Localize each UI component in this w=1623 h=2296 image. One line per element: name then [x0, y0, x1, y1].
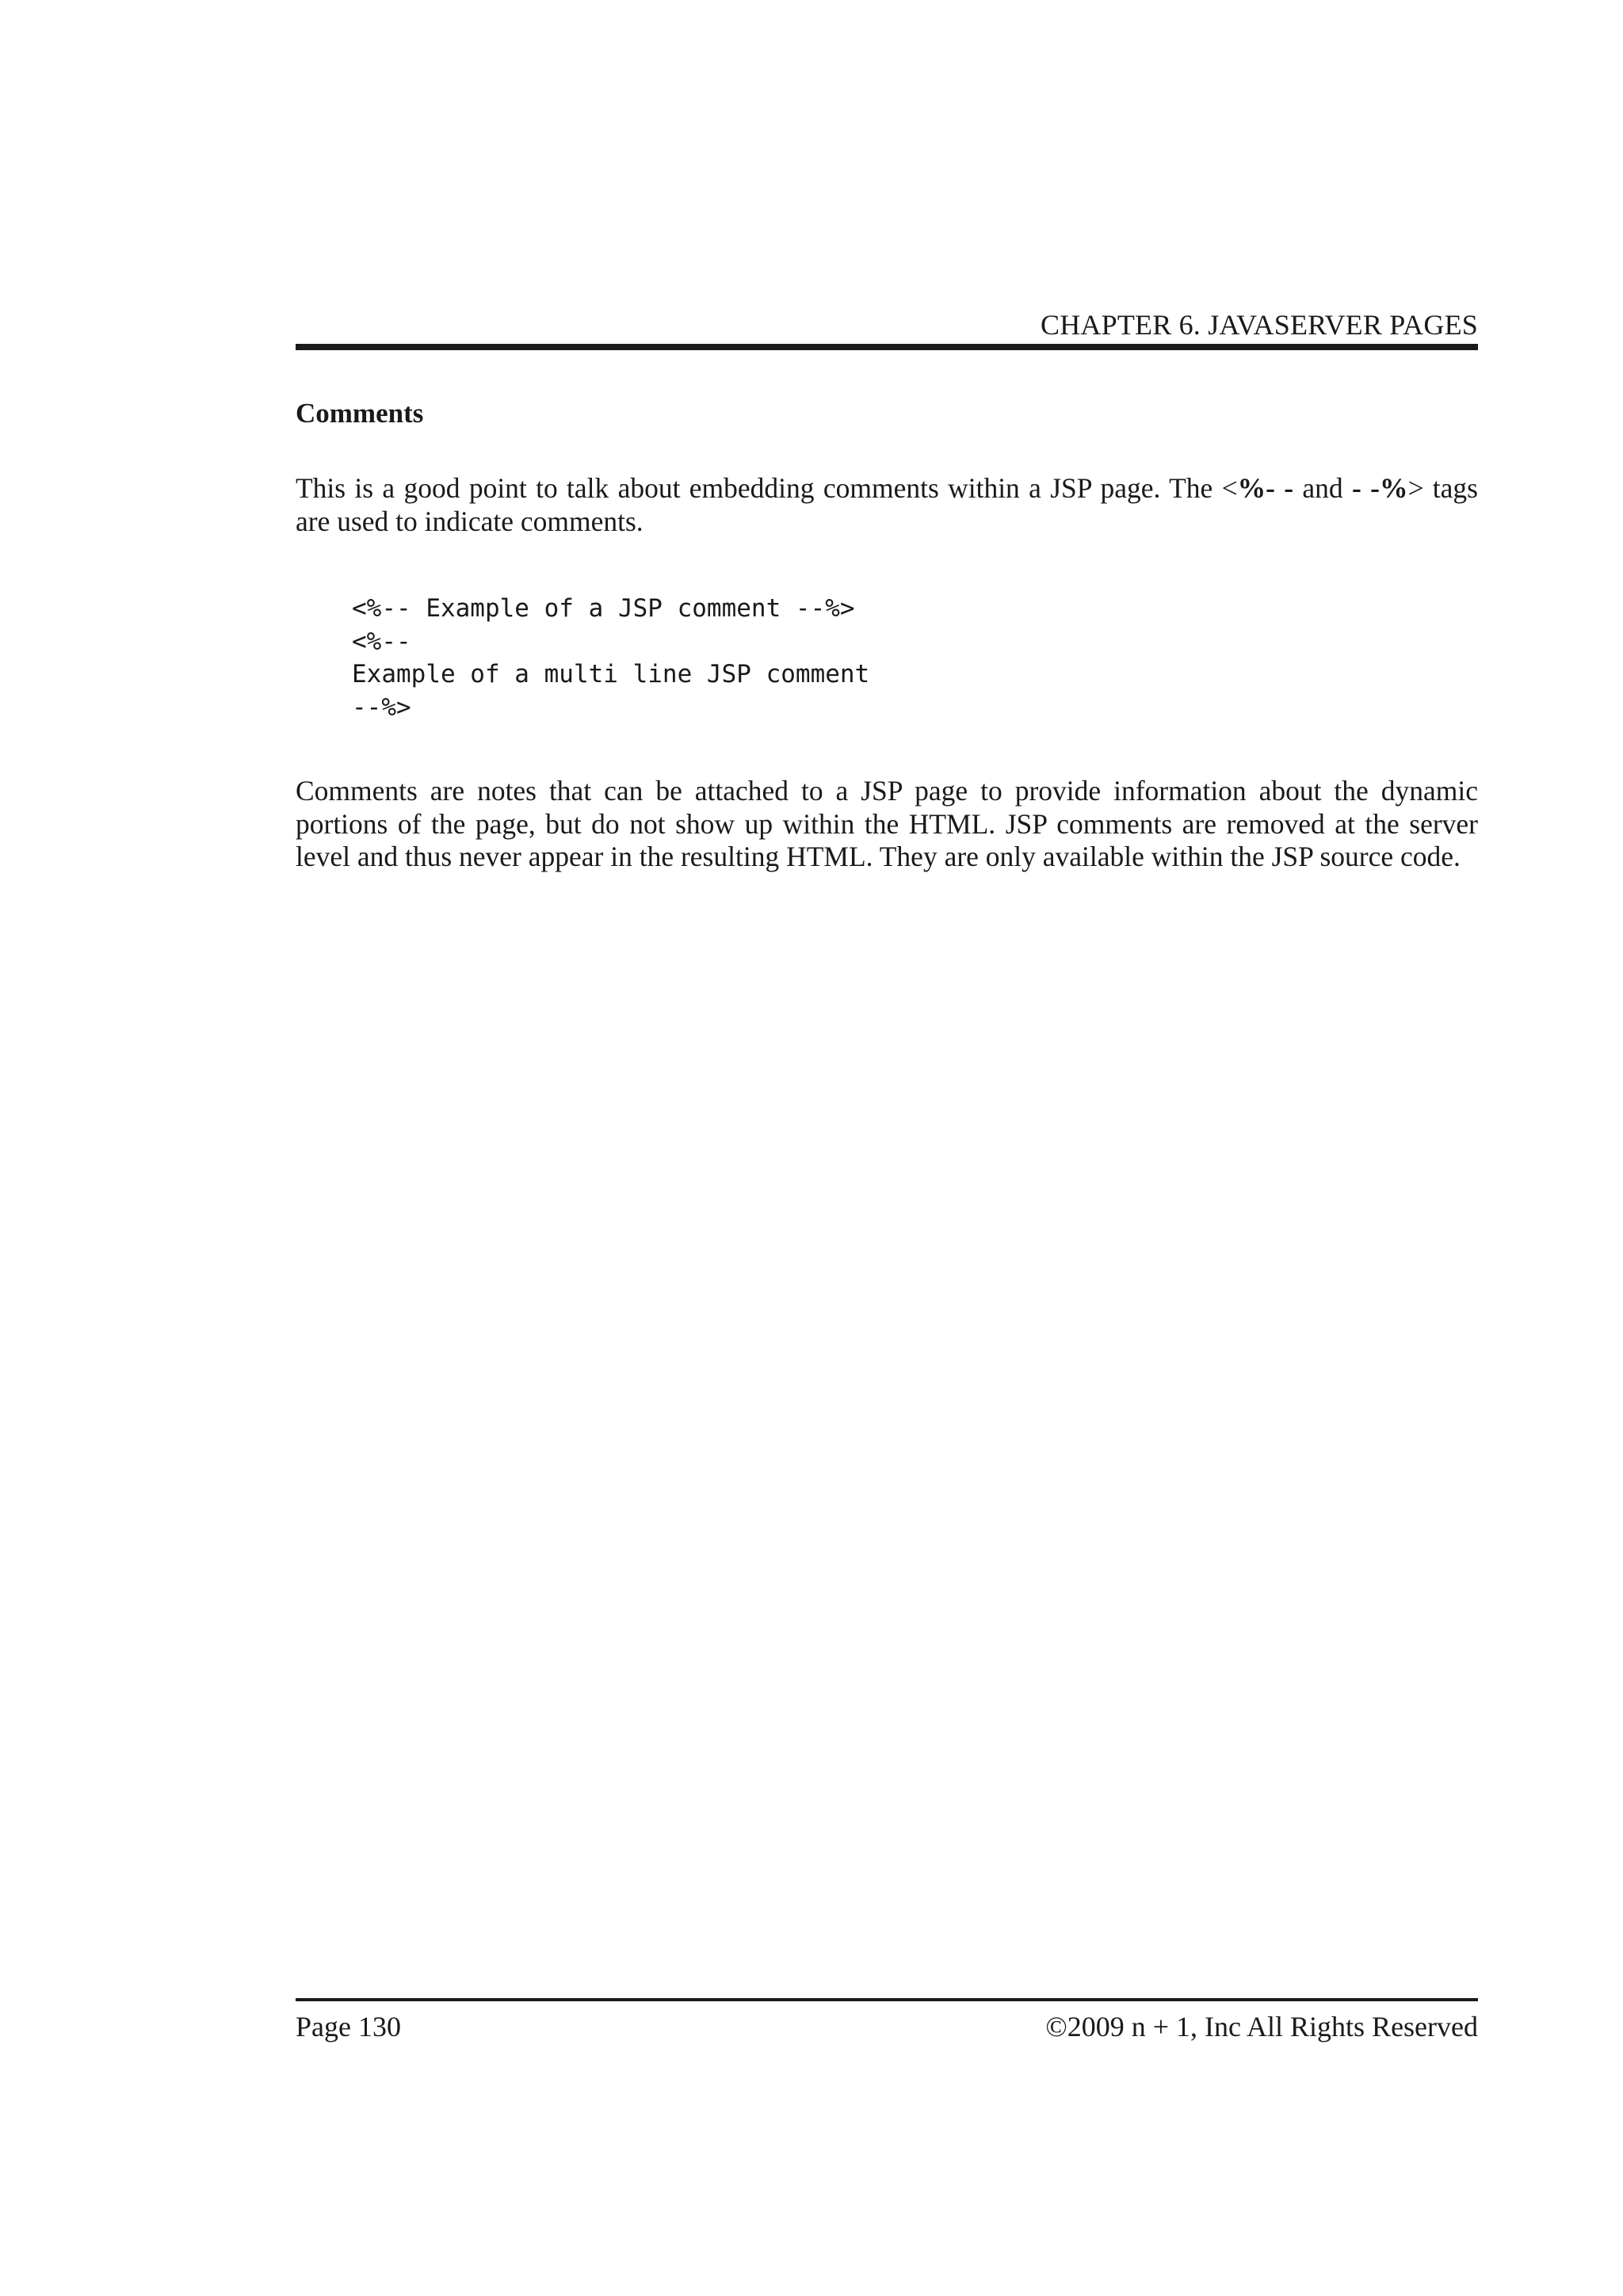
section-title: Comments [296, 398, 424, 429]
intro-text-b: and [1293, 472, 1352, 504]
code-line: <%-- [352, 627, 411, 656]
code-line: <%-- Example of a JSP comment --%> [352, 594, 855, 623]
page-number: Page 130 [296, 2011, 401, 2042]
intro-text-a: This is a good point to talk about embedding comments within a JSP page. The < [296, 472, 1238, 504]
code-block [352, 593, 869, 724]
copyright-notice: ©2009 n + 1, Inc All Rights Reserved [1045, 2011, 1478, 2042]
code-line: Example of a multi line JSP comment [352, 660, 870, 688]
comment-close-tag: - -% [1351, 472, 1408, 504]
running-header: CHAPTER 6. JAVASERVER PAGES [1040, 309, 1478, 341]
footer-rule [296, 1998, 1478, 2001]
intro-text-c: > tags are used to indicate comments. [296, 472, 1478, 537]
header-rule [296, 344, 1478, 350]
code-line: --%> [352, 692, 411, 722]
intro-paragraph [296, 472, 1478, 538]
comment-open-tag: %- - [1237, 472, 1294, 504]
explanation-paragraph: Comments are notes that can be attached to a JSP page to provide information about the dynamic portions of the page, but do not show up within the HTML. JSP comments are removed at the server level and thus never appear in the resulting HTML. They are only available within the JSP source code. [296, 775, 1478, 872]
